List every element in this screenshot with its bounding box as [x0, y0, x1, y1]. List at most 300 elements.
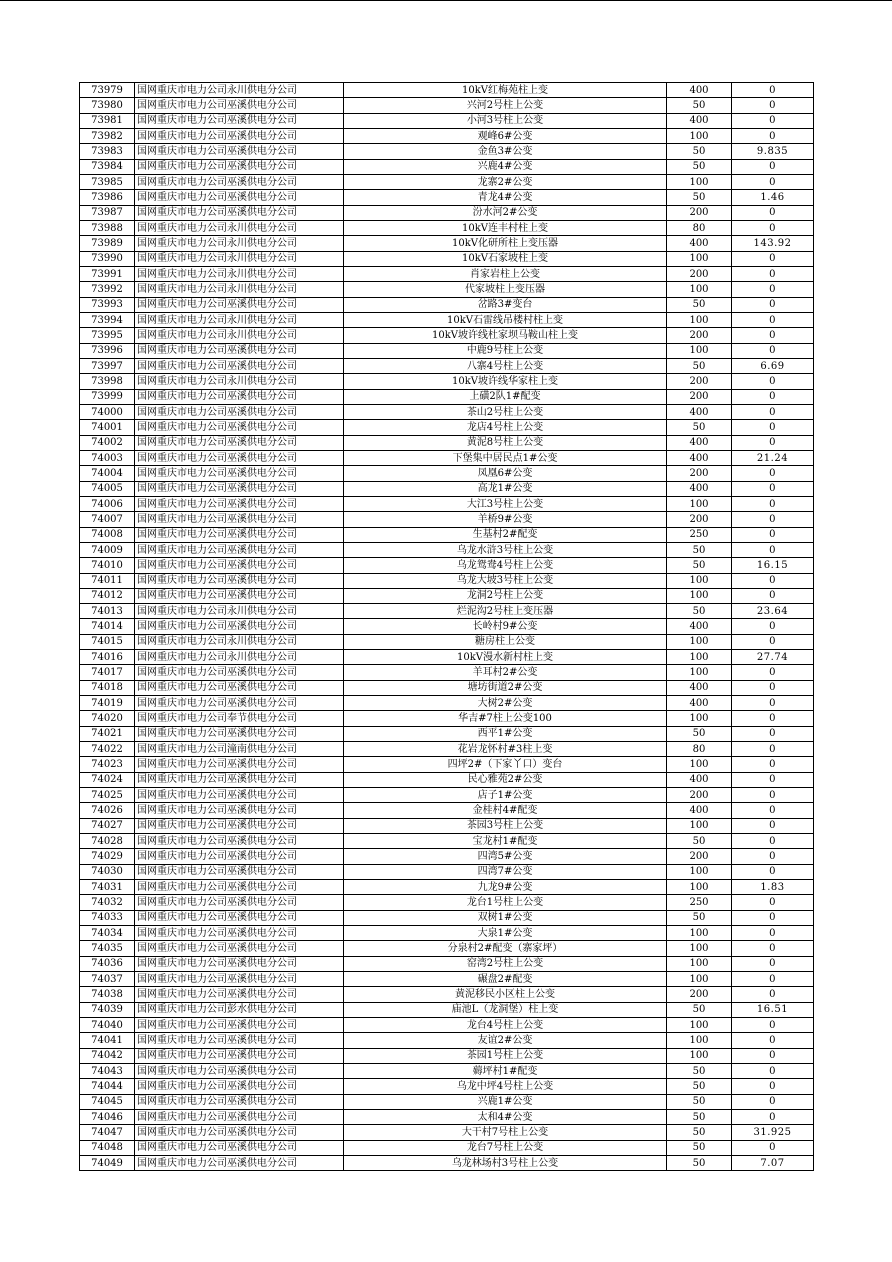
table-row: [80, 527, 814, 542]
value-cell: 0: [732, 1140, 814, 1155]
capacity-cell: 400: [667, 113, 732, 128]
company-cell: 国网重庆市电力公司巫溪供电分公司: [135, 358, 344, 373]
capacity-cell: 80: [667, 220, 732, 235]
table-row: [80, 834, 814, 849]
capacity-cell: 100: [667, 496, 732, 511]
record-id-cell: 74018: [80, 680, 135, 695]
record-id-cell: 73985: [80, 174, 135, 189]
record-id-cell: 74016: [80, 650, 135, 665]
company-cell: 国网重庆市电力公司巫溪供电分公司: [135, 910, 344, 925]
value-cell: 0: [732, 818, 814, 833]
transformer-name-cell: 羊桥9#公变: [344, 512, 667, 527]
capacity-cell: 400: [667, 481, 732, 496]
transformer-name-cell: 观峰6#公变: [344, 128, 667, 143]
table-row: [80, 711, 814, 726]
record-id-cell: 74026: [80, 803, 135, 818]
transformer-name-cell: 金鱼3#公变: [344, 144, 667, 159]
transformer-name-cell: 高龙1#公变: [344, 481, 667, 496]
transformer-name-cell: 碾盘2#配变: [344, 972, 667, 987]
value-cell: 0: [732, 910, 814, 925]
transformer-name-cell: 汾水河2#公变: [344, 205, 667, 220]
transformer-name-cell: 10kV石雷线吊楼村柱上变: [344, 312, 667, 327]
record-id-cell: 74012: [80, 588, 135, 603]
company-cell: 国网重庆市电力公司巫溪供电分公司: [135, 1125, 344, 1140]
transformer-name-cell: 乌龙鸳鸯4号柱上公变: [344, 558, 667, 573]
record-id-cell: 74042: [80, 1048, 135, 1063]
transformer-name-cell: 10kV石家坡柱上变: [344, 251, 667, 266]
capacity-cell: 200: [667, 512, 732, 527]
company-cell: 国网重庆市电力公司巫溪供电分公司: [135, 757, 344, 772]
capacity-cell: 400: [667, 450, 732, 465]
record-id-cell: 74003: [80, 450, 135, 465]
capacity-cell: 50: [667, 1079, 732, 1094]
transformer-name-cell: 塘坊街道2#公变: [344, 680, 667, 695]
capacity-cell: 400: [667, 83, 732, 98]
capacity-cell: 100: [667, 251, 732, 266]
transformer-name-cell: 四湾5#公变: [344, 849, 667, 864]
capacity-cell: 400: [667, 772, 732, 787]
record-id-cell: 74029: [80, 849, 135, 864]
record-id-cell: 73993: [80, 297, 135, 312]
record-id-cell: 73980: [80, 98, 135, 113]
table-row: [80, 144, 814, 159]
capacity-cell: 200: [667, 389, 732, 404]
value-cell: 0: [732, 726, 814, 741]
value-cell: 0: [732, 1079, 814, 1094]
record-id-cell: 73988: [80, 220, 135, 235]
table-row: [80, 435, 814, 450]
company-cell: 国网重庆市电力公司永川供电分公司: [135, 282, 344, 297]
capacity-cell: 100: [667, 941, 732, 956]
table-row: [80, 588, 814, 603]
company-cell: 国网重庆市电力公司永川供电分公司: [135, 634, 344, 649]
company-cell: 国网重庆市电力公司巫溪供电分公司: [135, 726, 344, 741]
record-id-cell: 74046: [80, 1109, 135, 1124]
company-cell: 国网重庆市电力公司巫溪供电分公司: [135, 113, 344, 128]
company-cell: 国网重庆市电力公司巫溪供电分公司: [135, 849, 344, 864]
value-cell: 0: [732, 312, 814, 327]
value-cell: 31.925: [732, 1125, 814, 1140]
table-row: [80, 328, 814, 343]
transformer-name-cell: 10kV红梅苑柱上变: [344, 83, 667, 98]
transformer-name-cell: 烂泥沟2号柱上变压器: [344, 604, 667, 619]
value-cell: 0: [732, 742, 814, 757]
company-cell: 国网重庆市电力公司潼南供电分公司: [135, 742, 344, 757]
value-cell: 0: [732, 895, 814, 910]
company-cell: 国网重庆市电力公司巫溪供电分公司: [135, 159, 344, 174]
table-row: [80, 680, 814, 695]
capacity-cell: 100: [667, 711, 732, 726]
capacity-cell: 100: [667, 956, 732, 971]
transformer-name-cell: 乌龙大坡3号柱上公变: [344, 573, 667, 588]
capacity-cell: 50: [667, 604, 732, 619]
company-cell: 国网重庆市电力公司巫溪供电分公司: [135, 941, 344, 956]
value-cell: 7.07: [732, 1155, 814, 1170]
table-row: [80, 343, 814, 358]
transformer-name-cell: 四湾7#公变: [344, 864, 667, 879]
capacity-cell: 200: [667, 466, 732, 481]
page-top-rule: [0, 0, 892, 1]
transformer-name-cell: 大江3号柱上公变: [344, 496, 667, 511]
company-cell: 国网重庆市电力公司永川供电分公司: [135, 236, 344, 251]
transformer-name-cell: 西平1#公变: [344, 726, 667, 741]
company-cell: 国网重庆市电力公司永川供电分公司: [135, 650, 344, 665]
company-cell: 国网重庆市电力公司永川供电分公司: [135, 604, 344, 619]
value-cell: 0: [732, 481, 814, 496]
transformer-name-cell: 羊耳村2#公变: [344, 665, 667, 680]
company-cell: 国网重庆市电力公司巫溪供电分公司: [135, 1018, 344, 1033]
table-row: [80, 113, 814, 128]
value-cell: 0: [732, 527, 814, 542]
value-cell: 0: [732, 772, 814, 787]
transformer-name-cell: 长岭村9#公变: [344, 619, 667, 634]
record-id-cell: 74035: [80, 941, 135, 956]
capacity-cell: 50: [667, 1064, 732, 1079]
table-row: [80, 205, 814, 220]
table-row: [80, 83, 814, 98]
table-row: [80, 266, 814, 281]
record-id-cell: 73987: [80, 205, 135, 220]
capacity-cell: 400: [667, 404, 732, 419]
capacity-cell: 100: [667, 128, 732, 143]
table-row: [80, 220, 814, 235]
company-cell: 国网重庆市电力公司巫溪供电分公司: [135, 128, 344, 143]
transformer-name-cell: 四坪2#（下家丫口）变台: [344, 757, 667, 772]
transformer-name-cell: 兴鹿1#公变: [344, 1094, 667, 1109]
capacity-cell: 400: [667, 696, 732, 711]
transformer-name-cell: 龙台1号柱上公变: [344, 895, 667, 910]
value-cell: 27.74: [732, 650, 814, 665]
transformer-name-cell: 窑湾2号柱上公变: [344, 956, 667, 971]
capacity-cell: 100: [667, 880, 732, 895]
record-id-cell: 74028: [80, 834, 135, 849]
value-cell: 0: [732, 389, 814, 404]
table-row: [80, 450, 814, 465]
capacity-cell: 250: [667, 895, 732, 910]
table-body: [80, 83, 814, 1171]
transformer-name-cell: 薅坪村1#配变: [344, 1064, 667, 1079]
transformer-name-cell: 龙寨2#公变: [344, 174, 667, 189]
company-cell: 国网重庆市电力公司巫溪供电分公司: [135, 1064, 344, 1079]
transformer-name-cell: 乌龙水浒3号柱上公变: [344, 542, 667, 557]
company-cell: 国网重庆市电力公司巫溪供电分公司: [135, 527, 344, 542]
table-row: [80, 619, 814, 634]
capacity-cell: 50: [667, 420, 732, 435]
table-row: [80, 956, 814, 971]
value-cell: 1.83: [732, 880, 814, 895]
table-row: [80, 558, 814, 573]
value-cell: 0: [732, 251, 814, 266]
value-cell: 0: [732, 696, 814, 711]
record-id-cell: 74017: [80, 665, 135, 680]
record-id-cell: 74032: [80, 895, 135, 910]
transformer-name-cell: 双树1#公变: [344, 910, 667, 925]
value-cell: 0: [732, 542, 814, 557]
table-row: [80, 573, 814, 588]
record-id-cell: 73990: [80, 251, 135, 266]
company-cell: 国网重庆市电力公司巫溪供电分公司: [135, 435, 344, 450]
company-cell: 国网重庆市电力公司巫溪供电分公司: [135, 481, 344, 496]
company-cell: 国网重庆市电力公司巫溪供电分公司: [135, 389, 344, 404]
table-row: [80, 1033, 814, 1048]
record-id-cell: 74020: [80, 711, 135, 726]
transformer-name-cell: 黄泥移民小区柱上公变: [344, 987, 667, 1002]
table-row: [80, 174, 814, 189]
transformer-name-cell: 青龙4#公变: [344, 190, 667, 205]
company-cell: 国网重庆市电力公司巫溪供电分公司: [135, 1094, 344, 1109]
value-cell: 0: [732, 588, 814, 603]
company-cell: 国网重庆市电力公司彭水供电分公司: [135, 1002, 344, 1017]
transformer-name-cell: 中鹿9号柱上公变: [344, 343, 667, 358]
record-id-cell: 73981: [80, 113, 135, 128]
company-cell: 国网重庆市电力公司巫溪供电分公司: [135, 450, 344, 465]
transformer-name-cell: 龙台4号柱上公变: [344, 1018, 667, 1033]
company-cell: 国网重庆市电力公司巫溪供电分公司: [135, 803, 344, 818]
capacity-cell: 50: [667, 1140, 732, 1155]
company-cell: 国网重庆市电力公司巫溪供电分公司: [135, 665, 344, 680]
company-cell: 国网重庆市电力公司巫溪供电分公司: [135, 1109, 344, 1124]
company-cell: 国网重庆市电力公司巫溪供电分公司: [135, 573, 344, 588]
value-cell: 0: [732, 941, 814, 956]
transformer-name-cell: 茶园3号柱上公变: [344, 818, 667, 833]
capacity-cell: 100: [667, 343, 732, 358]
record-id-cell: 73984: [80, 159, 135, 174]
company-cell: 国网重庆市电力公司巫溪供电分公司: [135, 588, 344, 603]
company-cell: 国网重庆市电力公司巫溪供电分公司: [135, 496, 344, 511]
record-id-cell: 73982: [80, 128, 135, 143]
transformer-table: [79, 82, 814, 1171]
company-cell: 国网重庆市电力公司巫溪供电分公司: [135, 466, 344, 481]
table-row: [80, 941, 814, 956]
record-id-cell: 73999: [80, 389, 135, 404]
value-cell: 0: [732, 1064, 814, 1079]
value-cell: 0: [732, 1033, 814, 1048]
record-id-cell: 73996: [80, 343, 135, 358]
table-row: [80, 1018, 814, 1033]
value-cell: 0: [732, 987, 814, 1002]
record-id-cell: 74036: [80, 956, 135, 971]
value-cell: 0: [732, 282, 814, 297]
table-row: [80, 634, 814, 649]
table-row: [80, 849, 814, 864]
capacity-cell: 200: [667, 328, 732, 343]
record-id-cell: 74019: [80, 696, 135, 711]
capacity-cell: 200: [667, 374, 732, 389]
table-row: [80, 972, 814, 987]
record-id-cell: 74043: [80, 1064, 135, 1079]
record-id-cell: 74002: [80, 435, 135, 450]
value-cell: 0: [732, 328, 814, 343]
table-row: [80, 404, 814, 419]
table-row: [80, 650, 814, 665]
transformer-name-cell: 大干村7号柱上公变: [344, 1125, 667, 1140]
table-row: [80, 297, 814, 312]
record-id-cell: 74024: [80, 772, 135, 787]
capacity-cell: 100: [667, 972, 732, 987]
company-cell: 国网重庆市电力公司巫溪供电分公司: [135, 619, 344, 634]
capacity-cell: 100: [667, 573, 732, 588]
table-row: [80, 1002, 814, 1017]
value-cell: 21.24: [732, 450, 814, 465]
transformer-name-cell: 黄泥8号柱上公变: [344, 435, 667, 450]
company-cell: 国网重庆市电力公司巫溪供电分公司: [135, 1079, 344, 1094]
transformer-name-cell: 代家坡柱上变压器: [344, 282, 667, 297]
capacity-cell: 100: [667, 1048, 732, 1063]
table-row: [80, 1094, 814, 1109]
table-row: [80, 496, 814, 511]
record-id-cell: 74040: [80, 1018, 135, 1033]
table-row: [80, 772, 814, 787]
capacity-cell: 50: [667, 1094, 732, 1109]
value-cell: 0: [732, 220, 814, 235]
company-cell: 国网重庆市电力公司巫溪供电分公司: [135, 680, 344, 695]
transformer-name-cell: 太和4#公变: [344, 1109, 667, 1124]
company-cell: 国网重庆市电力公司巫溪供电分公司: [135, 144, 344, 159]
capacity-cell: 100: [667, 818, 732, 833]
capacity-cell: 50: [667, 542, 732, 557]
transformer-name-cell: 10kV化研所柱上变压器: [344, 236, 667, 251]
value-cell: 0: [732, 420, 814, 435]
transformer-name-cell: 上磺2队1#配变: [344, 389, 667, 404]
capacity-cell: 100: [667, 665, 732, 680]
value-cell: 0: [732, 1048, 814, 1063]
value-cell: 0: [732, 343, 814, 358]
capacity-cell: 50: [667, 1002, 732, 1017]
record-id-cell: 74025: [80, 788, 135, 803]
record-id-cell: 74041: [80, 1033, 135, 1048]
value-cell: 0: [732, 680, 814, 695]
capacity-cell: 200: [667, 788, 732, 803]
table-row: [80, 604, 814, 619]
record-id-cell: 74011: [80, 573, 135, 588]
table-row: [80, 910, 814, 925]
table-row: [80, 880, 814, 895]
value-cell: 0: [732, 205, 814, 220]
table-row: [80, 1125, 814, 1140]
transformer-name-cell: 乌龙林场村3号柱上公变: [344, 1155, 667, 1170]
record-id-cell: 74005: [80, 481, 135, 496]
transformer-name-cell: 兴鹿4#公变: [344, 159, 667, 174]
value-cell: 0: [732, 788, 814, 803]
record-id-cell: 74048: [80, 1140, 135, 1155]
capacity-cell: 50: [667, 144, 732, 159]
record-id-cell: 73997: [80, 358, 135, 373]
company-cell: 国网重庆市电力公司巫溪供电分公司: [135, 772, 344, 787]
transformer-name-cell: 凤凰6#公变: [344, 466, 667, 481]
capacity-cell: 100: [667, 174, 732, 189]
company-cell: 国网重庆市电力公司巫溪供电分公司: [135, 297, 344, 312]
table-row: [80, 512, 814, 527]
table-row: [80, 757, 814, 772]
value-cell: 0: [732, 956, 814, 971]
record-id-cell: 74007: [80, 512, 135, 527]
company-cell: 国网重庆市电力公司奉节供电分公司: [135, 711, 344, 726]
company-cell: 国网重庆市电力公司巫溪供电分公司: [135, 864, 344, 879]
company-cell: 国网重庆市电力公司永川供电分公司: [135, 312, 344, 327]
transformer-name-cell: 金桂村4#配变: [344, 803, 667, 818]
value-cell: 0: [732, 297, 814, 312]
record-id-cell: 74006: [80, 496, 135, 511]
value-cell: 0: [732, 634, 814, 649]
table-row: [80, 818, 814, 833]
table-row: [80, 926, 814, 941]
value-cell: 0: [732, 849, 814, 864]
table-row: [80, 542, 814, 557]
table-row: [80, 481, 814, 496]
company-cell: 国网重庆市电力公司永川供电分公司: [135, 251, 344, 266]
table-row: [80, 312, 814, 327]
transformer-name-cell: 友谊2#公变: [344, 1033, 667, 1048]
capacity-cell: 80: [667, 742, 732, 757]
record-id-cell: 74000: [80, 404, 135, 419]
transformer-name-cell: 岔路3#变台: [344, 297, 667, 312]
capacity-cell: 50: [667, 190, 732, 205]
capacity-cell: 50: [667, 726, 732, 741]
company-cell: 国网重庆市电力公司巫溪供电分公司: [135, 818, 344, 833]
company-cell: 国网重庆市电力公司巫溪供电分公司: [135, 420, 344, 435]
table-row: [80, 895, 814, 910]
value-cell: 0: [732, 83, 814, 98]
record-id-cell: 74047: [80, 1125, 135, 1140]
transformer-name-cell: 花岩龙怀村#3柱上变: [344, 742, 667, 757]
transformer-name-cell: 八寨4号柱上公变: [344, 358, 667, 373]
value-cell: 0: [732, 496, 814, 511]
table-row: [80, 466, 814, 481]
company-cell: 国网重庆市电力公司巫溪供电分公司: [135, 696, 344, 711]
record-id-cell: 73979: [80, 83, 135, 98]
table-row: [80, 358, 814, 373]
value-cell: 0: [732, 266, 814, 281]
value-cell: 16.51: [732, 1002, 814, 1017]
capacity-cell: 200: [667, 266, 732, 281]
record-id-cell: 73998: [80, 374, 135, 389]
table-row: [80, 1155, 814, 1170]
record-id-cell: 74021: [80, 726, 135, 741]
value-cell: 1.46: [732, 190, 814, 205]
transformer-name-cell: 大树2#公变: [344, 696, 667, 711]
table-row: [80, 1109, 814, 1124]
company-cell: 国网重庆市电力公司巫溪供电分公司: [135, 1048, 344, 1063]
record-id-cell: 73986: [80, 190, 135, 205]
transformer-name-cell: 宝龙村1#配变: [344, 834, 667, 849]
transformer-name-cell: 10kV坡许线华家柱上变: [344, 374, 667, 389]
transformer-name-cell: 茶山2号柱上公变: [344, 404, 667, 419]
company-cell: 国网重庆市电力公司巫溪供电分公司: [135, 512, 344, 527]
transformer-name-cell: 10kV漫水新村柱上变: [344, 650, 667, 665]
record-id-cell: 74031: [80, 880, 135, 895]
value-cell: 9.835: [732, 144, 814, 159]
table-row: [80, 864, 814, 879]
capacity-cell: 400: [667, 435, 732, 450]
record-id-cell: 73991: [80, 266, 135, 281]
table-row: [80, 159, 814, 174]
transformer-name-cell: 兴河2号柱上公变: [344, 98, 667, 113]
transformer-name-cell: 民心雅苑2#公变: [344, 772, 667, 787]
company-cell: 国网重庆市电力公司巫溪供电分公司: [135, 834, 344, 849]
record-id-cell: 74044: [80, 1079, 135, 1094]
value-cell: 23.64: [732, 604, 814, 619]
record-id-cell: 73983: [80, 144, 135, 159]
company-cell: 国网重庆市电力公司巫溪供电分公司: [135, 987, 344, 1002]
record-id-cell: 73995: [80, 328, 135, 343]
capacity-cell: 100: [667, 588, 732, 603]
record-id-cell: 74027: [80, 818, 135, 833]
company-cell: 国网重庆市电力公司巫溪供电分公司: [135, 174, 344, 189]
capacity-cell: 50: [667, 558, 732, 573]
transformer-name-cell: 九龙9#公变: [344, 880, 667, 895]
value-cell: 0: [732, 757, 814, 772]
value-cell: 0: [732, 435, 814, 450]
